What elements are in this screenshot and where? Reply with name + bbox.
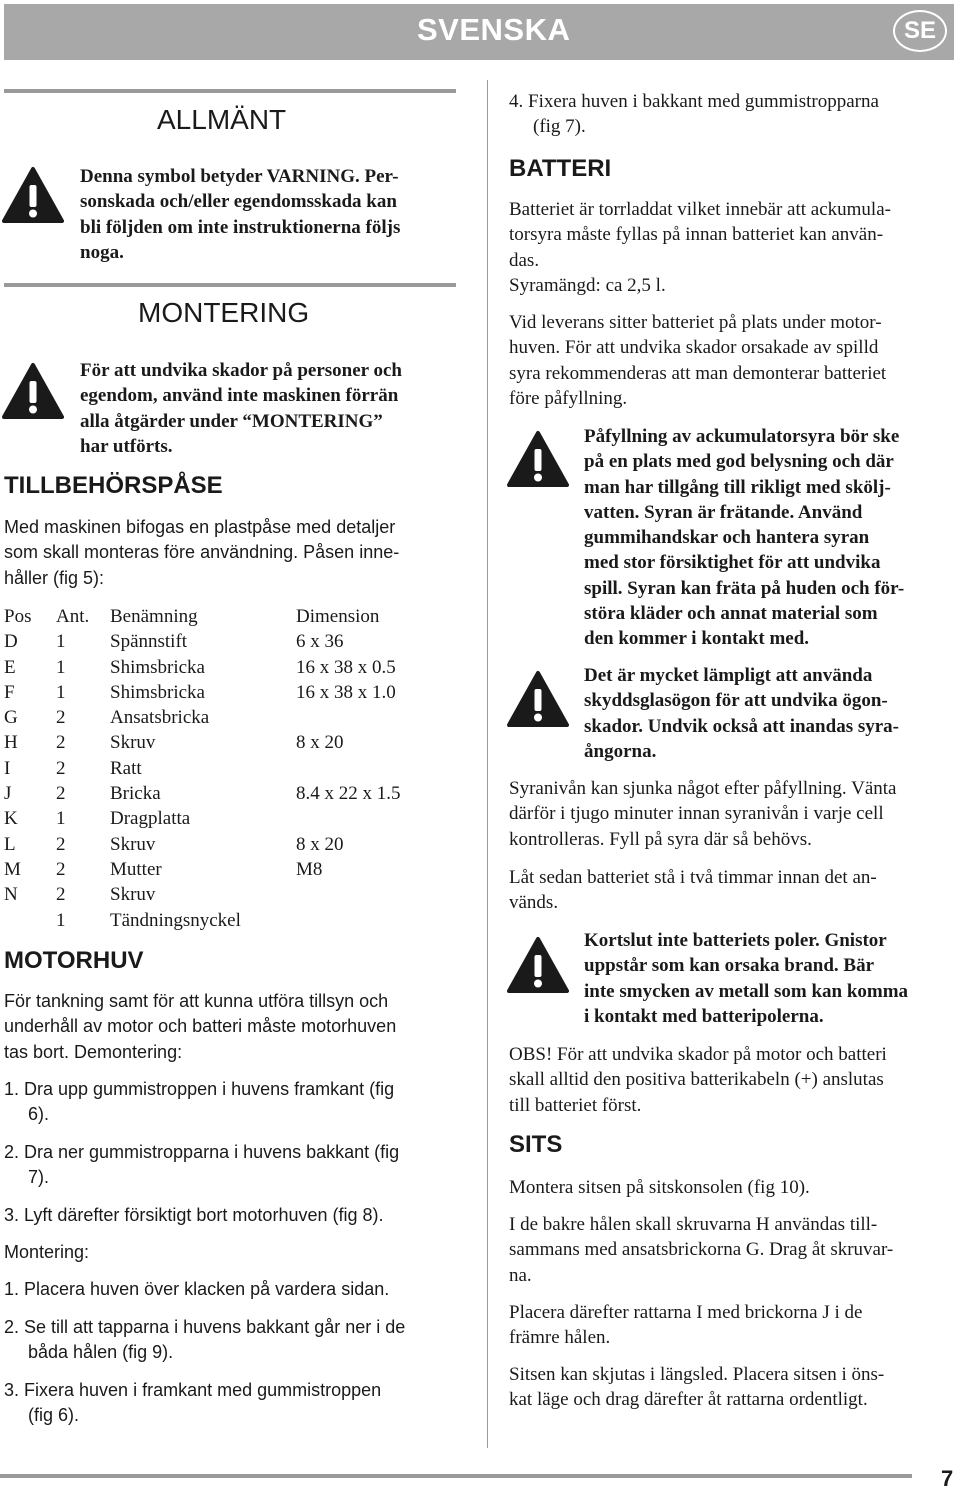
batteri-paragraph-1 xyxy=(509,197,959,298)
table-row xyxy=(4,882,446,907)
text-line: till batteriet först. xyxy=(509,1094,642,1116)
demontering-step-1 xyxy=(4,1077,474,1128)
left-mid-rule xyxy=(4,283,456,287)
warning-icon xyxy=(507,430,569,488)
sits-heading: SITS xyxy=(509,1131,563,1158)
page-number: 7 xyxy=(941,1466,954,1491)
table-cell-ant: 2 xyxy=(56,833,66,855)
text-line: Påfyllning av ackumulatorsyra bör ske xyxy=(584,426,900,447)
text-line: kontrolleras. Fyll på syra där så behövs. xyxy=(509,828,812,850)
parts-table-header xyxy=(4,604,446,629)
table-row xyxy=(4,655,446,680)
tillbehor-text xyxy=(4,515,474,591)
step-text: 7). xyxy=(28,1167,50,1188)
table-cell-name: Ansatsbricka xyxy=(110,707,210,729)
text-line: huven. För att undvika skador orsakade av spilld xyxy=(509,337,879,359)
sits-paragraph-4 xyxy=(509,1362,959,1413)
text-line: tas bort. Demontering: xyxy=(4,1041,183,1062)
text-line: på en plats med god belysning och där xyxy=(584,451,894,473)
table-cell-dim xyxy=(296,705,446,730)
step-text: (fig 7). xyxy=(533,116,586,138)
montering-step-1 xyxy=(4,1277,474,1302)
text-line: man har tillgång till rikligt med skölj- xyxy=(584,476,891,498)
warning-shortcircuit-text xyxy=(584,928,959,1029)
text-line: na. xyxy=(509,1264,532,1286)
table-cell-pos xyxy=(4,908,56,933)
text-line: I de bakre hålen skall skruvarna H användas till- xyxy=(509,1214,878,1235)
motorhuv-text xyxy=(4,989,474,1065)
text-line: inte smycken av metall som kan komma xyxy=(584,980,909,1002)
step-text: 2. Se till att tapparna i huvens bakkant går ner i de xyxy=(4,1317,406,1337)
warning-goggles-text xyxy=(584,663,959,764)
table-row xyxy=(4,629,446,654)
table-cell-name: Skruv xyxy=(110,732,156,754)
column-header-ant: Ant. xyxy=(56,606,90,627)
language-badge: SE xyxy=(893,10,947,52)
montering-label: Montering: xyxy=(4,1242,90,1262)
warning-icon xyxy=(2,362,64,420)
text-line: före påfyllning. xyxy=(509,387,628,409)
text-line: med stor försiktighet för att undvika xyxy=(584,552,881,574)
table-cell-ant: 1 xyxy=(56,631,66,653)
column-header-dim: Dimension xyxy=(296,606,380,627)
warning-icon xyxy=(507,670,569,728)
table-cell-pos: I xyxy=(4,757,11,779)
table-cell-name: Ratt xyxy=(110,757,142,779)
montering-step-2 xyxy=(4,1315,474,1366)
table-cell-dim xyxy=(296,908,446,933)
text-line: den kommer i kontakt med. xyxy=(584,628,810,650)
text-line: Det är mycket lämpligt att använda xyxy=(584,665,873,686)
table-cell-ant: 2 xyxy=(56,707,66,729)
text-line: das. xyxy=(509,249,540,271)
table-cell-dim: 8.4 x 22 x 1.5 xyxy=(296,783,401,805)
table-cell-dim xyxy=(296,806,446,831)
montering-step-3 xyxy=(4,1378,474,1429)
text-line: noga. xyxy=(80,241,124,263)
table-cell-pos: G xyxy=(4,707,18,729)
table-cell-name: Spännstift xyxy=(110,631,188,653)
warning-icon xyxy=(2,166,64,224)
table-cell-dim: 16 x 38 x 1.0 xyxy=(296,681,396,703)
table-cell-name: Skruv xyxy=(110,884,156,906)
text-line: ångorna. xyxy=(584,740,657,762)
table-cell-name: Shimsbricka xyxy=(110,681,205,703)
left-top-rule xyxy=(4,89,456,93)
table-cell-dim: 8 x 20 xyxy=(296,732,344,754)
warning-acid-text xyxy=(584,424,959,652)
sits-paragraph-2 xyxy=(509,1212,959,1288)
column-header-pos: Pos xyxy=(4,606,32,627)
text-line: Vid leverans sitter batteriet på plats under motor- xyxy=(509,312,882,333)
table-row xyxy=(4,781,446,806)
table-row xyxy=(4,705,446,730)
table-cell-pos: N xyxy=(4,884,18,906)
table-cell-name: Bricka xyxy=(110,783,161,805)
motorhuv-heading: MOTORHUV xyxy=(4,947,144,974)
batteri-paragraph-3 xyxy=(509,776,959,852)
text-line: kat läge och drag därefter åt rattarna ordentligt. xyxy=(509,1389,868,1411)
text-line: därför i tjugo minuter innan syranivån i varje cell xyxy=(509,803,884,825)
batteri-paragraph-2 xyxy=(509,310,959,411)
header-title: SVENSKA xyxy=(417,12,571,47)
text-line: syra rekommenderas att man demonterar batteriet xyxy=(509,362,887,384)
step-text: 4. Fixera huven i bakkant med gummistropparna xyxy=(509,91,879,112)
text-line: håller (fig 5): xyxy=(4,567,105,588)
warning-general-text xyxy=(80,164,460,265)
demontering-step-3 xyxy=(4,1203,474,1228)
table-row xyxy=(4,680,446,705)
step-text: 1. Dra upp gummistroppen i huvens framkant (fig xyxy=(4,1079,395,1099)
table-cell-dim: 8 x 20 xyxy=(296,833,344,855)
step-text: båda hålen (fig 9). xyxy=(28,1342,174,1363)
text-line: vänds. xyxy=(509,892,559,914)
text-line: skall alltid den positiva batterikabeln (+) anslutas xyxy=(509,1069,884,1091)
step-text: 2. Dra ner gummistropparna i huvens bakkant (fig xyxy=(4,1142,400,1162)
table-cell-name: Tändningsnyckel xyxy=(110,909,241,931)
obs-paragraph xyxy=(509,1042,959,1118)
table-cell-name: Mutter xyxy=(110,858,162,880)
text-line: Denna symbol betyder VARNING. Per- xyxy=(80,166,399,187)
table-cell-ant: 1 xyxy=(56,909,66,931)
batteri-heading: BATTERI xyxy=(509,155,612,182)
table-cell-dim: 6 x 36 xyxy=(296,631,344,653)
table-cell-ant: 2 xyxy=(56,884,66,906)
step-text: 1. Placera huven över klacken på vardera sidan. xyxy=(4,1279,390,1299)
text-line: För att undvika skador på personer och xyxy=(80,360,402,381)
text-line: har utförts. xyxy=(80,435,173,457)
table-cell-pos: J xyxy=(4,783,12,805)
text-line: egendom, använd inte maskinen förrän xyxy=(80,385,399,407)
text-line: sammans med ansatsbrickorna G. Drag åt skruvar- xyxy=(509,1239,894,1261)
text-line: Låt sedan batteriet stå i två timmar innan det an- xyxy=(509,867,877,888)
text-line: För tankning samt för att kunna utföra tillsyn och xyxy=(4,991,389,1011)
text-line: Syramängd: ca 2,5 l. xyxy=(509,274,666,296)
text-line: som skall monteras före användning. Påsen inne- xyxy=(4,542,400,563)
text-line: skador. Undvik också att inandas syra- xyxy=(584,715,899,737)
text-line: Sitsen kan skjutas i längsled. Placera sitsen i öns- xyxy=(509,1364,885,1385)
text-line: främre hålen. xyxy=(509,1327,611,1349)
text-line: sonskada och/eller egendomsskada kan xyxy=(80,191,397,213)
table-cell-pos: M xyxy=(4,858,21,880)
batteri-paragraph-4 xyxy=(509,865,959,916)
montering-heading: MONTERING xyxy=(138,297,310,328)
text-line: Kortslut inte batteriets poler. Gnistor xyxy=(584,930,887,951)
step-text: 3. Lyft därefter försiktigt bort motorhuven (fig 8). xyxy=(4,1205,384,1225)
text-line: OBS! För att undvika skador på motor och batteri xyxy=(509,1044,887,1065)
table-cell-pos: L xyxy=(4,833,16,855)
table-cell-ant: 1 xyxy=(56,656,66,678)
text-line: skyddsglasögon för att undvika ögon- xyxy=(584,690,888,712)
table-row xyxy=(4,857,446,882)
footer-rule xyxy=(0,1474,912,1478)
step-text: 3. Fixera huven i framkant med gummistroppen xyxy=(4,1380,382,1400)
step-text: 6). xyxy=(28,1104,50,1125)
table-cell-pos: F xyxy=(4,681,15,703)
table-cell-name: Shimsbricka xyxy=(110,656,205,678)
sits-paragraph-3 xyxy=(509,1300,959,1351)
allmant-heading: ALLMÄNT xyxy=(157,104,287,135)
table-cell-dim: 16 x 38 x 0.5 xyxy=(296,656,396,678)
text-line: gummihandskar och hantera syran xyxy=(584,527,870,549)
parts-table xyxy=(4,604,446,933)
table-cell-dim xyxy=(296,882,446,907)
step-text: (fig 6). xyxy=(28,1405,80,1426)
text-line: i kontakt med batteripolerna. xyxy=(584,1005,824,1027)
table-row xyxy=(4,730,446,755)
table-row xyxy=(4,756,446,781)
table-cell-pos: E xyxy=(4,656,16,678)
table-cell-name: Dragplatta xyxy=(110,808,191,830)
table-cell-ant: 2 xyxy=(56,757,66,779)
warning-icon xyxy=(507,936,569,994)
text-line: Batteriet är torrladdat vilket innebär att ackumula- xyxy=(509,199,891,220)
table-cell-ant: 1 xyxy=(56,808,66,830)
text-line: uppstår som kan orsaka brand. Bär xyxy=(584,955,875,977)
sits-paragraph-1: Montera sitsen på sitskonsolen (fig 10). xyxy=(509,1177,810,1198)
warning-montering-text xyxy=(80,358,460,459)
tillbehor-heading: TILLBEHÖRSPÅSE xyxy=(4,472,223,499)
text-line: Syranivån kan sjunka något efter påfyllning. Vänta xyxy=(509,778,897,799)
table-cell-ant: 2 xyxy=(56,732,66,754)
text-line: underhåll av motor och batteri måste motorhuven xyxy=(4,1016,397,1037)
column-header-name: Benämning xyxy=(110,606,198,627)
montering-step-4 xyxy=(509,89,959,140)
table-row xyxy=(4,832,446,857)
table-cell-pos: K xyxy=(4,808,18,830)
text-line: Med maskinen bifogas en plastpåse med detaljer xyxy=(4,517,396,537)
table-cell-ant: 2 xyxy=(56,783,66,805)
table-cell-dim: M8 xyxy=(296,858,323,880)
table-cell-pos: H xyxy=(4,732,18,754)
text-line: bli följden om inte instruktionerna följs xyxy=(80,216,401,238)
text-line: alla åtgärder under “MONTERING” xyxy=(80,410,383,432)
table-cell-name: Skruv xyxy=(110,833,156,855)
column-divider xyxy=(487,80,488,1448)
demontering-step-2 xyxy=(4,1140,474,1191)
table-cell-dim xyxy=(296,756,446,781)
table-cell-ant: 1 xyxy=(56,681,66,703)
table-row xyxy=(4,908,446,933)
table-row xyxy=(4,806,446,831)
text-line: spill. Syran kan fräta på huden och för- xyxy=(584,577,905,599)
text-line: Placera därefter rattarna I med brickorna J i de xyxy=(509,1302,863,1323)
text-line: störa kläder och annat material som xyxy=(584,603,878,625)
text-line: vatten. Syran är frätande. Använd xyxy=(584,501,863,523)
text-line: torsyra måste fyllas på innan batteriet kan använ- xyxy=(509,224,884,246)
table-cell-pos: D xyxy=(4,631,18,653)
table-cell-ant: 2 xyxy=(56,858,66,880)
